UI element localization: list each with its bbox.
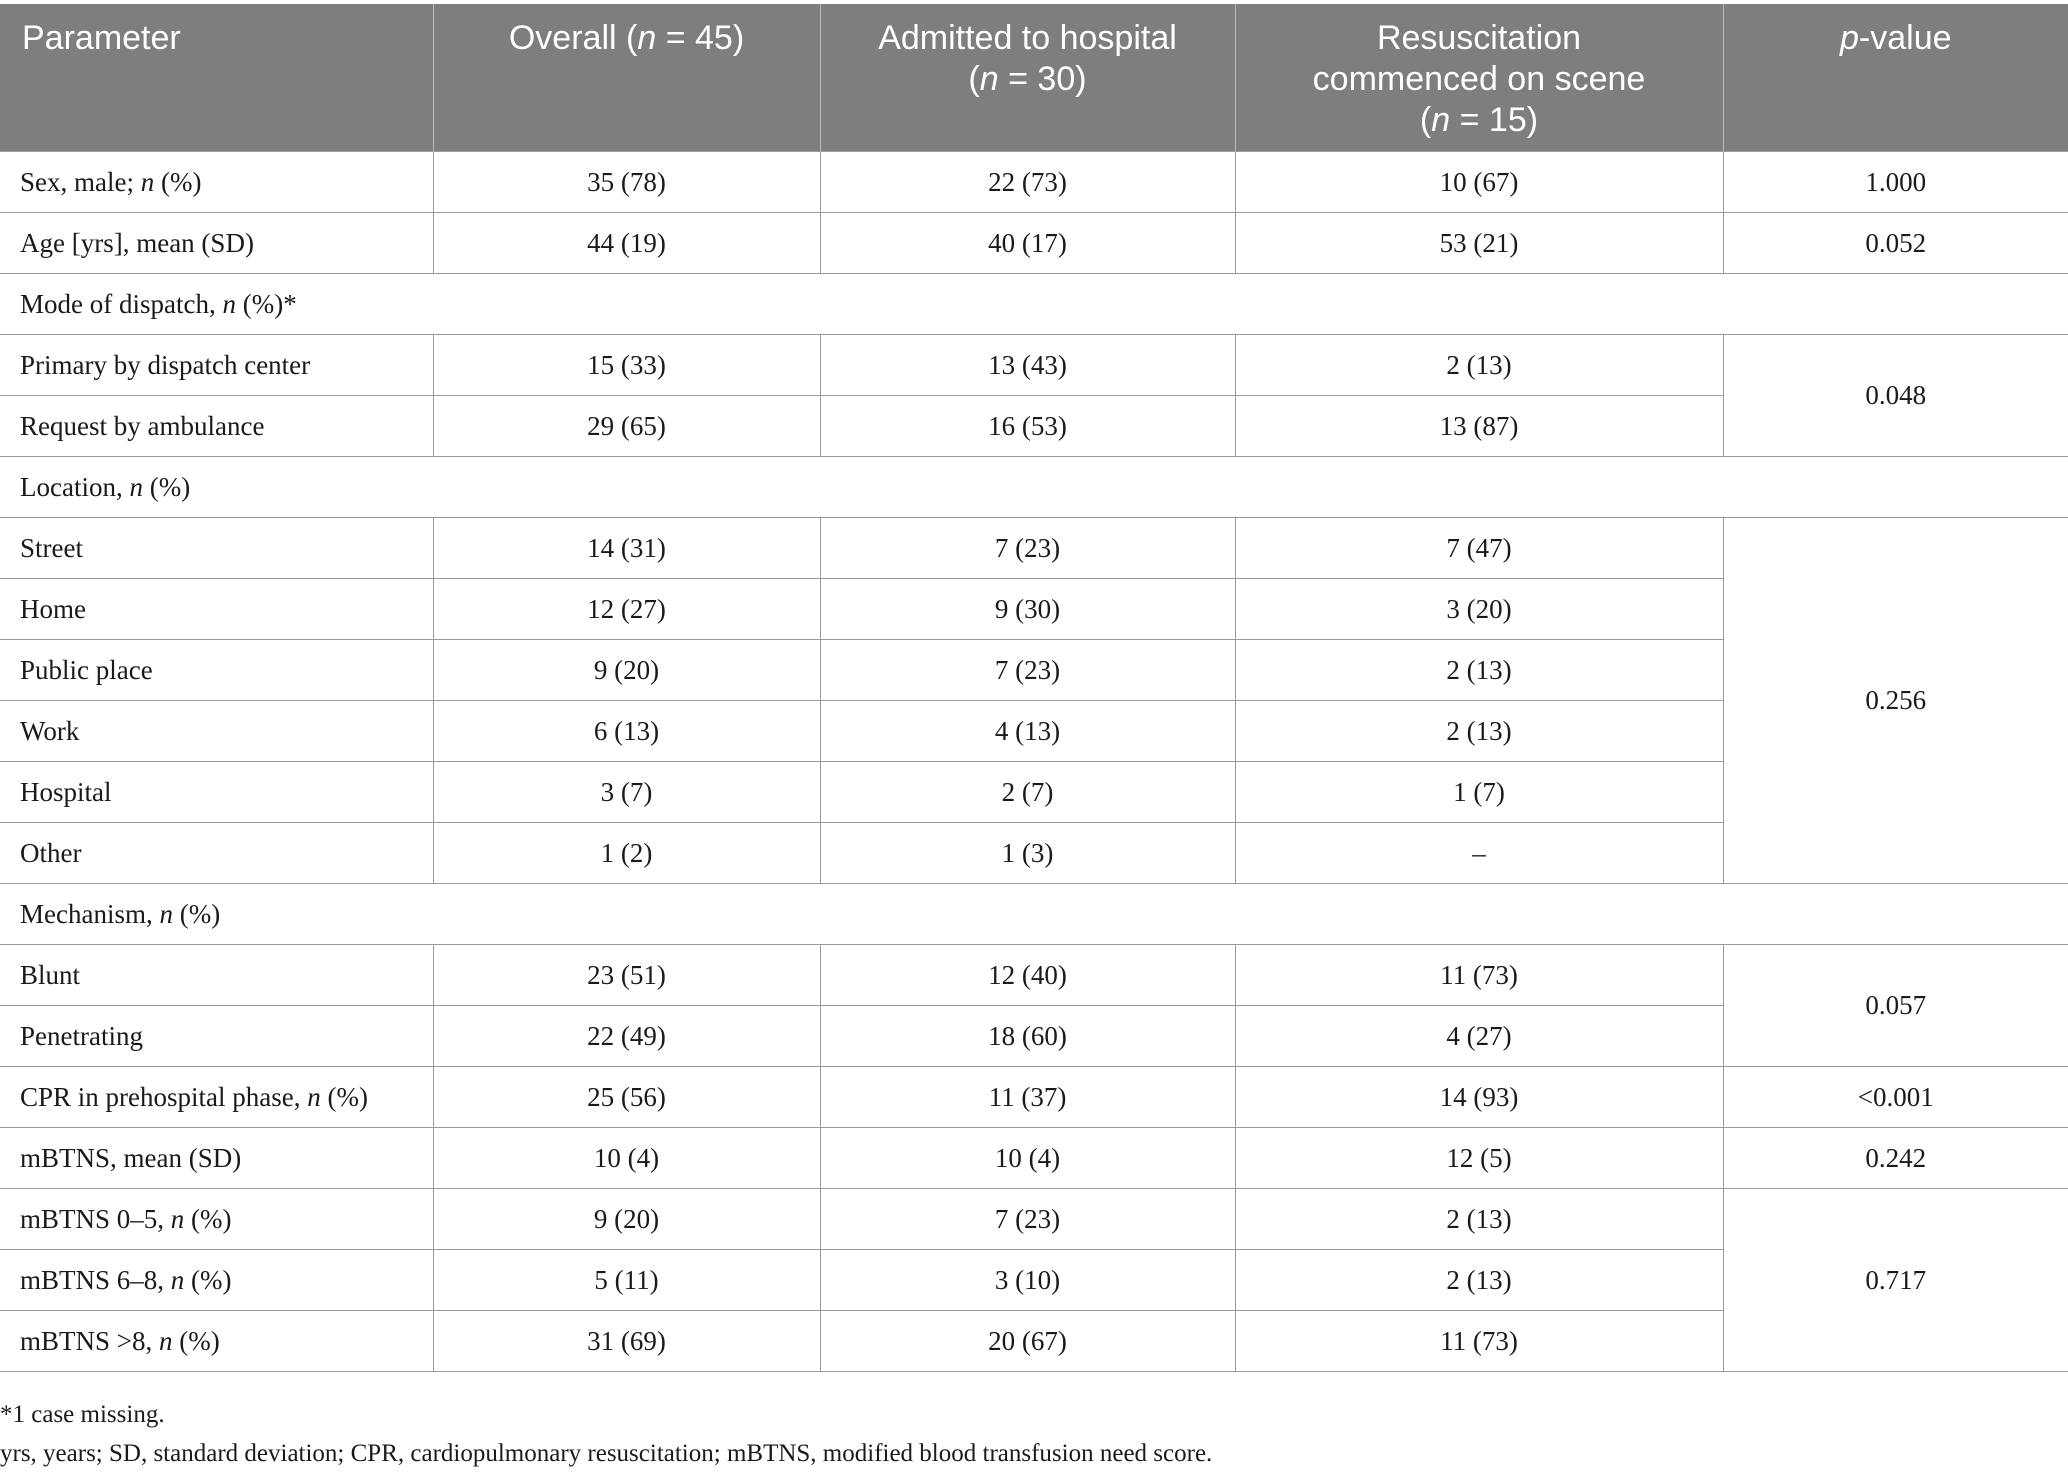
cell-overall: 44 (19) (433, 213, 820, 274)
cell-overall: 35 (78) (433, 152, 820, 213)
table-row-age (0, 213, 2068, 274)
section-row-location (0, 457, 2068, 518)
cell-overall: 31 (69) (433, 1311, 820, 1372)
row-label: mBTNS 0–5, n (%) (0, 1189, 433, 1250)
section-row-dispatch (0, 274, 2068, 335)
section-fill (433, 884, 2068, 945)
cell-resuscitation: 2 (13) (1235, 640, 1723, 701)
cell-admitted: 2 (7) (820, 762, 1235, 823)
cell-p-value: 1.000 (1723, 152, 2068, 213)
cell-p-value: 0.048 (1723, 335, 2068, 457)
cell-resuscitation: 2 (13) (1235, 335, 1723, 396)
row-label: Age [yrs], mean (SD) (0, 213, 433, 274)
cell-resuscitation: 11 (73) (1235, 1311, 1723, 1372)
cell-overall: 25 (56) (433, 1067, 820, 1128)
section-row-mechanism (0, 884, 2068, 945)
cell-admitted: 40 (17) (820, 213, 1235, 274)
cell-overall: 29 (65) (433, 396, 820, 457)
cell-admitted: 10 (4) (820, 1128, 1235, 1189)
cell-resuscitation: 13 (87) (1235, 396, 1723, 457)
footnote-abbreviations: yrs, years; SD, standard deviation; CPR, cardiopulmonary resuscitation; mBTNS, modified blood transfusion need score. (0, 1440, 1213, 1467)
cell-p-value: 0.256 (1723, 518, 2068, 884)
footnote-missing: *1 case missing. (0, 1401, 165, 1428)
row-label: Request by ambulance (0, 396, 433, 457)
cell-admitted: 18 (60) (820, 1006, 1235, 1067)
cell-admitted: 7 (23) (820, 1189, 1235, 1250)
row-label: mBTNS >8, n (%) (0, 1311, 433, 1372)
cell-admitted: 7 (23) (820, 518, 1235, 579)
row-label: Home (0, 579, 433, 640)
cell-resuscitation: 10 (67) (1235, 152, 1723, 213)
row-label: Public place (0, 640, 433, 701)
cell-admitted: 22 (73) (820, 152, 1235, 213)
row-label: Primary by dispatch center (0, 335, 433, 396)
row-label: Hospital (0, 762, 433, 823)
cell-overall: 14 (31) (433, 518, 820, 579)
cell-overall: 3 (7) (433, 762, 820, 823)
row-label: Work (0, 701, 433, 762)
table-row-street (0, 518, 2068, 579)
cell-overall: 12 (27) (433, 579, 820, 640)
cell-resuscitation: 7 (47) (1235, 518, 1723, 579)
section-label: Mechanism, n (%) (0, 884, 433, 945)
table-row-cpr (0, 1067, 2068, 1128)
cell-overall: 15 (33) (433, 335, 820, 396)
cell-resuscitation: 11 (73) (1235, 945, 1723, 1006)
cell-resuscitation: 53 (21) (1235, 213, 1723, 274)
cell-overall: 9 (20) (433, 640, 820, 701)
cell-admitted: 9 (30) (820, 579, 1235, 640)
section-label: Location, n (%) (0, 457, 433, 518)
row-label: mBTNS, mean (SD) (0, 1128, 433, 1189)
col-header-admitted: Admitted to hospital (n = 30) (820, 4, 1235, 152)
cell-admitted: 1 (3) (820, 823, 1235, 884)
cell-admitted: 13 (43) (820, 335, 1235, 396)
row-label: Street (0, 518, 433, 579)
row-label: Penetrating (0, 1006, 433, 1067)
section-label: Mode of dispatch, n (%)* (0, 274, 433, 335)
table-header-row (0, 4, 2068, 152)
row-label: CPR in prehospital phase, n (%) (0, 1067, 433, 1128)
cell-admitted: 11 (37) (820, 1067, 1235, 1128)
results-table (0, 4, 2068, 1372)
cell-overall: 1 (2) (433, 823, 820, 884)
cell-admitted: 7 (23) (820, 640, 1235, 701)
cell-resuscitation: – (1235, 823, 1723, 884)
cell-admitted: 20 (67) (820, 1311, 1235, 1372)
cell-overall: 9 (20) (433, 1189, 820, 1250)
section-fill (433, 457, 2068, 518)
cell-p-value: 0.057 (1723, 945, 2068, 1067)
cell-resuscitation: 14 (93) (1235, 1067, 1723, 1128)
cell-overall: 23 (51) (433, 945, 820, 1006)
row-label: Sex, male; n (%) (0, 152, 433, 213)
col-header-resuscitation: Resuscitation commenced on scene (n = 15) (1235, 4, 1723, 152)
col-header-parameter: Parameter (0, 4, 433, 152)
cell-overall: 5 (11) (433, 1250, 820, 1311)
cell-p-value: 0.242 (1723, 1128, 2068, 1189)
cell-p-value: 0.717 (1723, 1189, 2068, 1372)
table-row-sex (0, 152, 2068, 213)
cell-resuscitation: 12 (5) (1235, 1128, 1723, 1189)
row-label: Blunt (0, 945, 433, 1006)
col-header-overall: Overall (n = 45) (433, 4, 820, 152)
cell-overall: 10 (4) (433, 1128, 820, 1189)
cell-admitted: 3 (10) (820, 1250, 1235, 1311)
cell-overall: 22 (49) (433, 1006, 820, 1067)
col-header-p-value: p-value (1723, 4, 2068, 152)
cell-resuscitation: 3 (20) (1235, 579, 1723, 640)
cell-resuscitation: 2 (13) (1235, 1250, 1723, 1311)
cell-admitted: 16 (53) (820, 396, 1235, 457)
cell-overall: 6 (13) (433, 701, 820, 762)
section-fill (433, 274, 2068, 335)
cell-admitted: 4 (13) (820, 701, 1235, 762)
table-row-mbtns-0-5 (0, 1189, 2068, 1250)
cell-p-value: 0.052 (1723, 213, 2068, 274)
cell-resuscitation: 1 (7) (1235, 762, 1723, 823)
row-label: mBTNS 6–8, n (%) (0, 1250, 433, 1311)
table-row-mbtns-mean (0, 1128, 2068, 1189)
cell-p-value: <0.001 (1723, 1067, 2068, 1128)
cell-resuscitation: 2 (13) (1235, 1189, 1723, 1250)
cell-resuscitation: 4 (27) (1235, 1006, 1723, 1067)
table-row-primary-dispatch (0, 335, 2068, 396)
cell-admitted: 12 (40) (820, 945, 1235, 1006)
cell-resuscitation: 2 (13) (1235, 701, 1723, 762)
table-row-blunt (0, 945, 2068, 1006)
row-label: Other (0, 823, 433, 884)
